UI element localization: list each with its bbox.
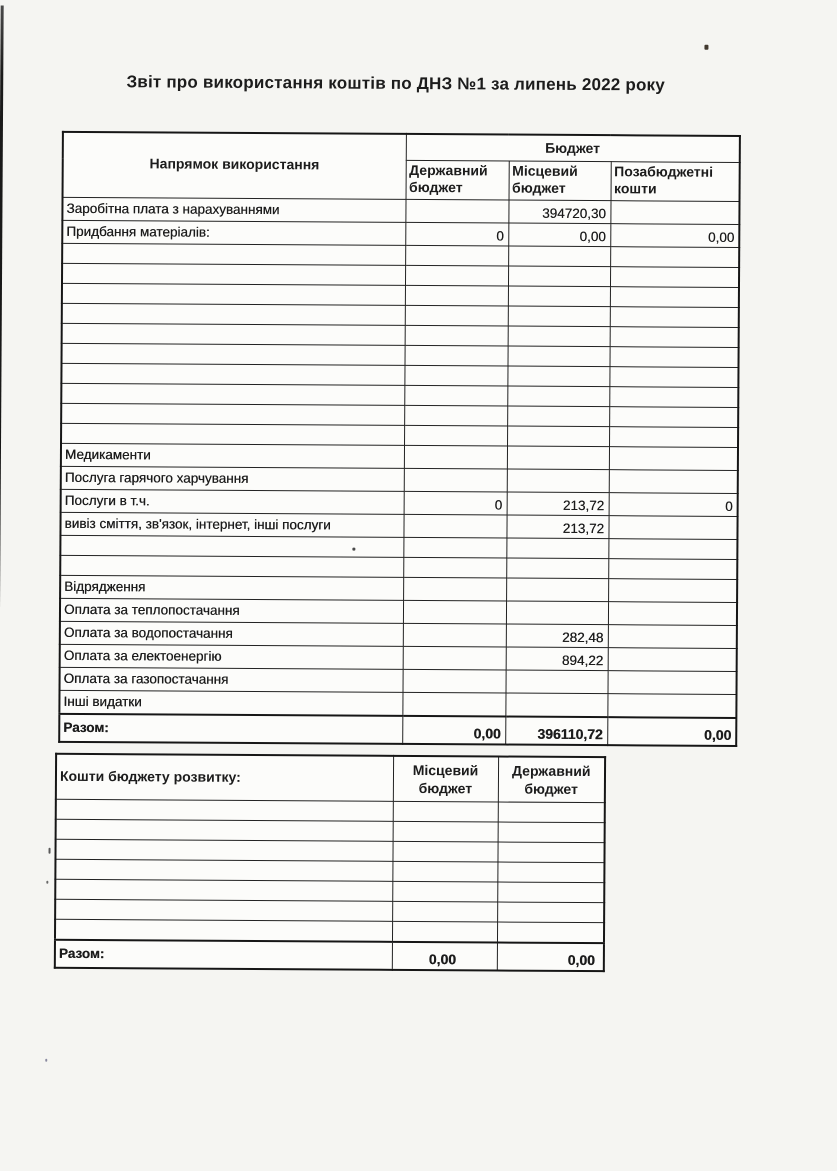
state-budget-cell (498, 802, 605, 823)
local-budget-cell (507, 469, 609, 493)
row-label-cell: вивіз сміття, зв'язок, інтернет, інші послуги (60, 512, 403, 537)
row-label-cell (55, 839, 392, 861)
scan-artifact (46, 881, 48, 884)
extra-budget-cell (610, 327, 739, 348)
budget-group-header-cell: Бюджет (406, 134, 740, 163)
local-budget-cell (507, 386, 609, 407)
local-budget-cell (392, 921, 497, 942)
state-budget-cell (403, 514, 506, 538)
local-budget-cell (508, 266, 610, 287)
state-budget-cell (403, 537, 506, 558)
local-budget-header-cell: Місцевий бюджет (509, 161, 611, 201)
local-budget-cell (508, 326, 610, 347)
state-budget-cell (405, 305, 508, 326)
total-extra-cell: 0,00 (607, 717, 736, 746)
total-state-cell: 0,00 (402, 716, 505, 745)
table-header-row (63, 132, 740, 163)
row-label-cell (55, 919, 392, 942)
extra-budget-cell (610, 287, 739, 308)
local-budget-cell (392, 861, 497, 882)
development-label-header-cell: Кошти бюджету розвитку: (56, 754, 393, 802)
state-budget-cell: 0 (405, 222, 508, 246)
scan-artifact (352, 548, 355, 551)
row-label-cell (62, 323, 405, 345)
extra-budget-cell (608, 559, 737, 580)
local-budget-cell (392, 841, 497, 862)
row-label-cell (55, 899, 392, 921)
state-budget-cell (404, 405, 507, 426)
state-budget-cell (403, 623, 506, 647)
total-row (55, 940, 604, 971)
state-budget-cell (403, 646, 506, 670)
state-budget-cell (498, 822, 605, 843)
extra-budget-cell (609, 470, 738, 494)
total-label-cell: Разом: (59, 714, 402, 744)
state-budget-cell (404, 385, 507, 406)
state-budget-cell (404, 468, 507, 492)
total-local-cell: 396110,72 (505, 717, 607, 746)
local-budget-cell: 282,48 (506, 624, 608, 648)
row-label-cell: Послуги в т.ч. (61, 489, 404, 514)
state-budget-cell: 0 (404, 491, 507, 515)
extra-budget-cell (610, 201, 739, 225)
row-label-cell (56, 799, 393, 821)
local-budget-cell: 213,72 (506, 515, 608, 539)
local-budget-header-cell: Місцевий бюджет (393, 756, 498, 802)
state-budget-cell (497, 882, 604, 903)
direction-header-cell: Напрямок використання (63, 132, 406, 200)
row-label-cell (55, 879, 392, 901)
row-label-cell (56, 819, 393, 841)
extra-budget-header-cell: Позабюджетні кошти (611, 162, 740, 202)
state-budget-cell (497, 902, 604, 923)
page-title: Звіт про використання коштів по ДНЗ №1 за липень 2022 року (126, 72, 666, 95)
extra-budget-cell (608, 539, 737, 560)
local-budget-cell (392, 881, 497, 902)
local-budget-cell: 394720,30 (508, 200, 610, 224)
extra-budget-cell (609, 367, 738, 388)
extra-budget-cell (608, 579, 737, 603)
scan-artifact (45, 1059, 47, 1062)
row-label-cell (62, 243, 405, 265)
development-budget-table (54, 753, 606, 972)
state-budget-cell (404, 425, 507, 446)
row-label-cell (62, 303, 405, 325)
total-state-cell: 0,00 (497, 942, 604, 971)
extra-budget-cell (608, 625, 737, 649)
local-budget-cell (393, 801, 498, 822)
state-budget-header-cell: Державний бюджет (498, 757, 605, 803)
state-budget-cell (405, 265, 508, 286)
row-label-cell: Відрядження (60, 575, 403, 600)
state-budget-cell (403, 557, 506, 578)
local-budget-cell (507, 406, 609, 427)
local-budget-cell (508, 306, 610, 327)
row-label-cell: Медикаменти (61, 443, 404, 468)
local-budget-cell (506, 558, 608, 579)
expenditure-table (58, 131, 741, 747)
row-label-cell: Послуга гарячого харчування (61, 466, 404, 491)
total-local-cell: 0,00 (392, 942, 497, 971)
extra-budget-cell (609, 387, 738, 408)
table-header-row (56, 754, 605, 803)
row-label-cell (61, 363, 404, 385)
row-label-cell (62, 343, 405, 365)
extra-budget-cell (608, 516, 737, 540)
extra-budget-cell (609, 407, 738, 428)
total-row (59, 714, 736, 746)
extra-budget-cell (610, 247, 739, 268)
scanner-edge-shadow (0, 5, 4, 1157)
state-budget-cell (403, 669, 506, 693)
state-budget-cell (403, 577, 506, 601)
extra-budget-cell (608, 648, 737, 672)
scan-artifact (49, 848, 51, 854)
row-label-cell: Оплата за електоенергію (60, 644, 403, 669)
local-budget-cell (505, 693, 607, 717)
local-budget-cell: 213,72 (507, 492, 609, 516)
row-label-cell (62, 263, 405, 285)
extra-budget-cell (607, 671, 736, 695)
table2-body (55, 799, 605, 943)
local-budget-cell (508, 286, 610, 307)
local-budget-cell (506, 538, 608, 559)
state-budget-cell (405, 199, 508, 223)
local-budget-cell (507, 346, 609, 367)
row-label-cell: Придбання матеріалів: (62, 220, 405, 245)
state-budget-cell (405, 285, 508, 306)
local-budget-cell (507, 446, 609, 470)
state-budget-cell (497, 842, 604, 863)
row-label-cell (61, 383, 404, 405)
local-budget-cell (506, 601, 608, 625)
row-label-cell: Інші видатки (59, 690, 402, 716)
state-budget-cell (497, 922, 604, 943)
state-budget-cell (405, 345, 508, 366)
local-budget-cell (506, 578, 608, 602)
row-label-cell (62, 283, 405, 305)
row-label-cell: Оплата за теплопостачання (60, 598, 403, 623)
extra-budget-cell: 0,00 (610, 224, 739, 248)
state-budget-cell (403, 600, 506, 624)
extra-budget-cell (610, 267, 739, 288)
row-label-cell (61, 403, 404, 425)
local-budget-cell (392, 901, 497, 922)
table1-body (59, 197, 739, 718)
row-label-cell: Оплата за водопостачання (60, 621, 403, 646)
local-budget-cell: 0,00 (508, 223, 610, 247)
state-budget-cell (404, 365, 507, 386)
row-label-cell: Заробітна плата з нарахуваннями (62, 197, 405, 222)
state-budget-cell (404, 445, 507, 469)
state-budget-cell (497, 862, 604, 883)
extra-budget-cell (607, 694, 736, 718)
extra-budget-cell (609, 447, 738, 471)
row-label-cell (61, 423, 404, 445)
scan-artifact (704, 45, 708, 50)
local-budget-cell (506, 670, 608, 694)
state-budget-cell (405, 245, 508, 266)
state-budget-cell (402, 692, 505, 716)
extra-budget-cell: 0 (609, 493, 738, 517)
row-label-cell (60, 535, 403, 557)
row-label-cell (55, 859, 392, 881)
local-budget-cell (507, 426, 609, 447)
state-budget-header-cell: Державний бюджет (406, 160, 509, 200)
local-budget-cell: 894,22 (506, 647, 608, 671)
extra-budget-cell (610, 307, 739, 328)
local-budget-cell (508, 246, 610, 267)
extra-budget-cell (608, 602, 737, 626)
state-budget-cell (405, 325, 508, 346)
extra-budget-cell (609, 427, 738, 448)
local-budget-cell (393, 821, 498, 842)
extra-budget-cell (609, 347, 738, 368)
row-label-cell (60, 555, 403, 577)
row-label-cell: Оплата за газопостачання (60, 667, 403, 692)
total-label-cell: Разом: (55, 940, 392, 970)
local-budget-cell (507, 366, 609, 387)
